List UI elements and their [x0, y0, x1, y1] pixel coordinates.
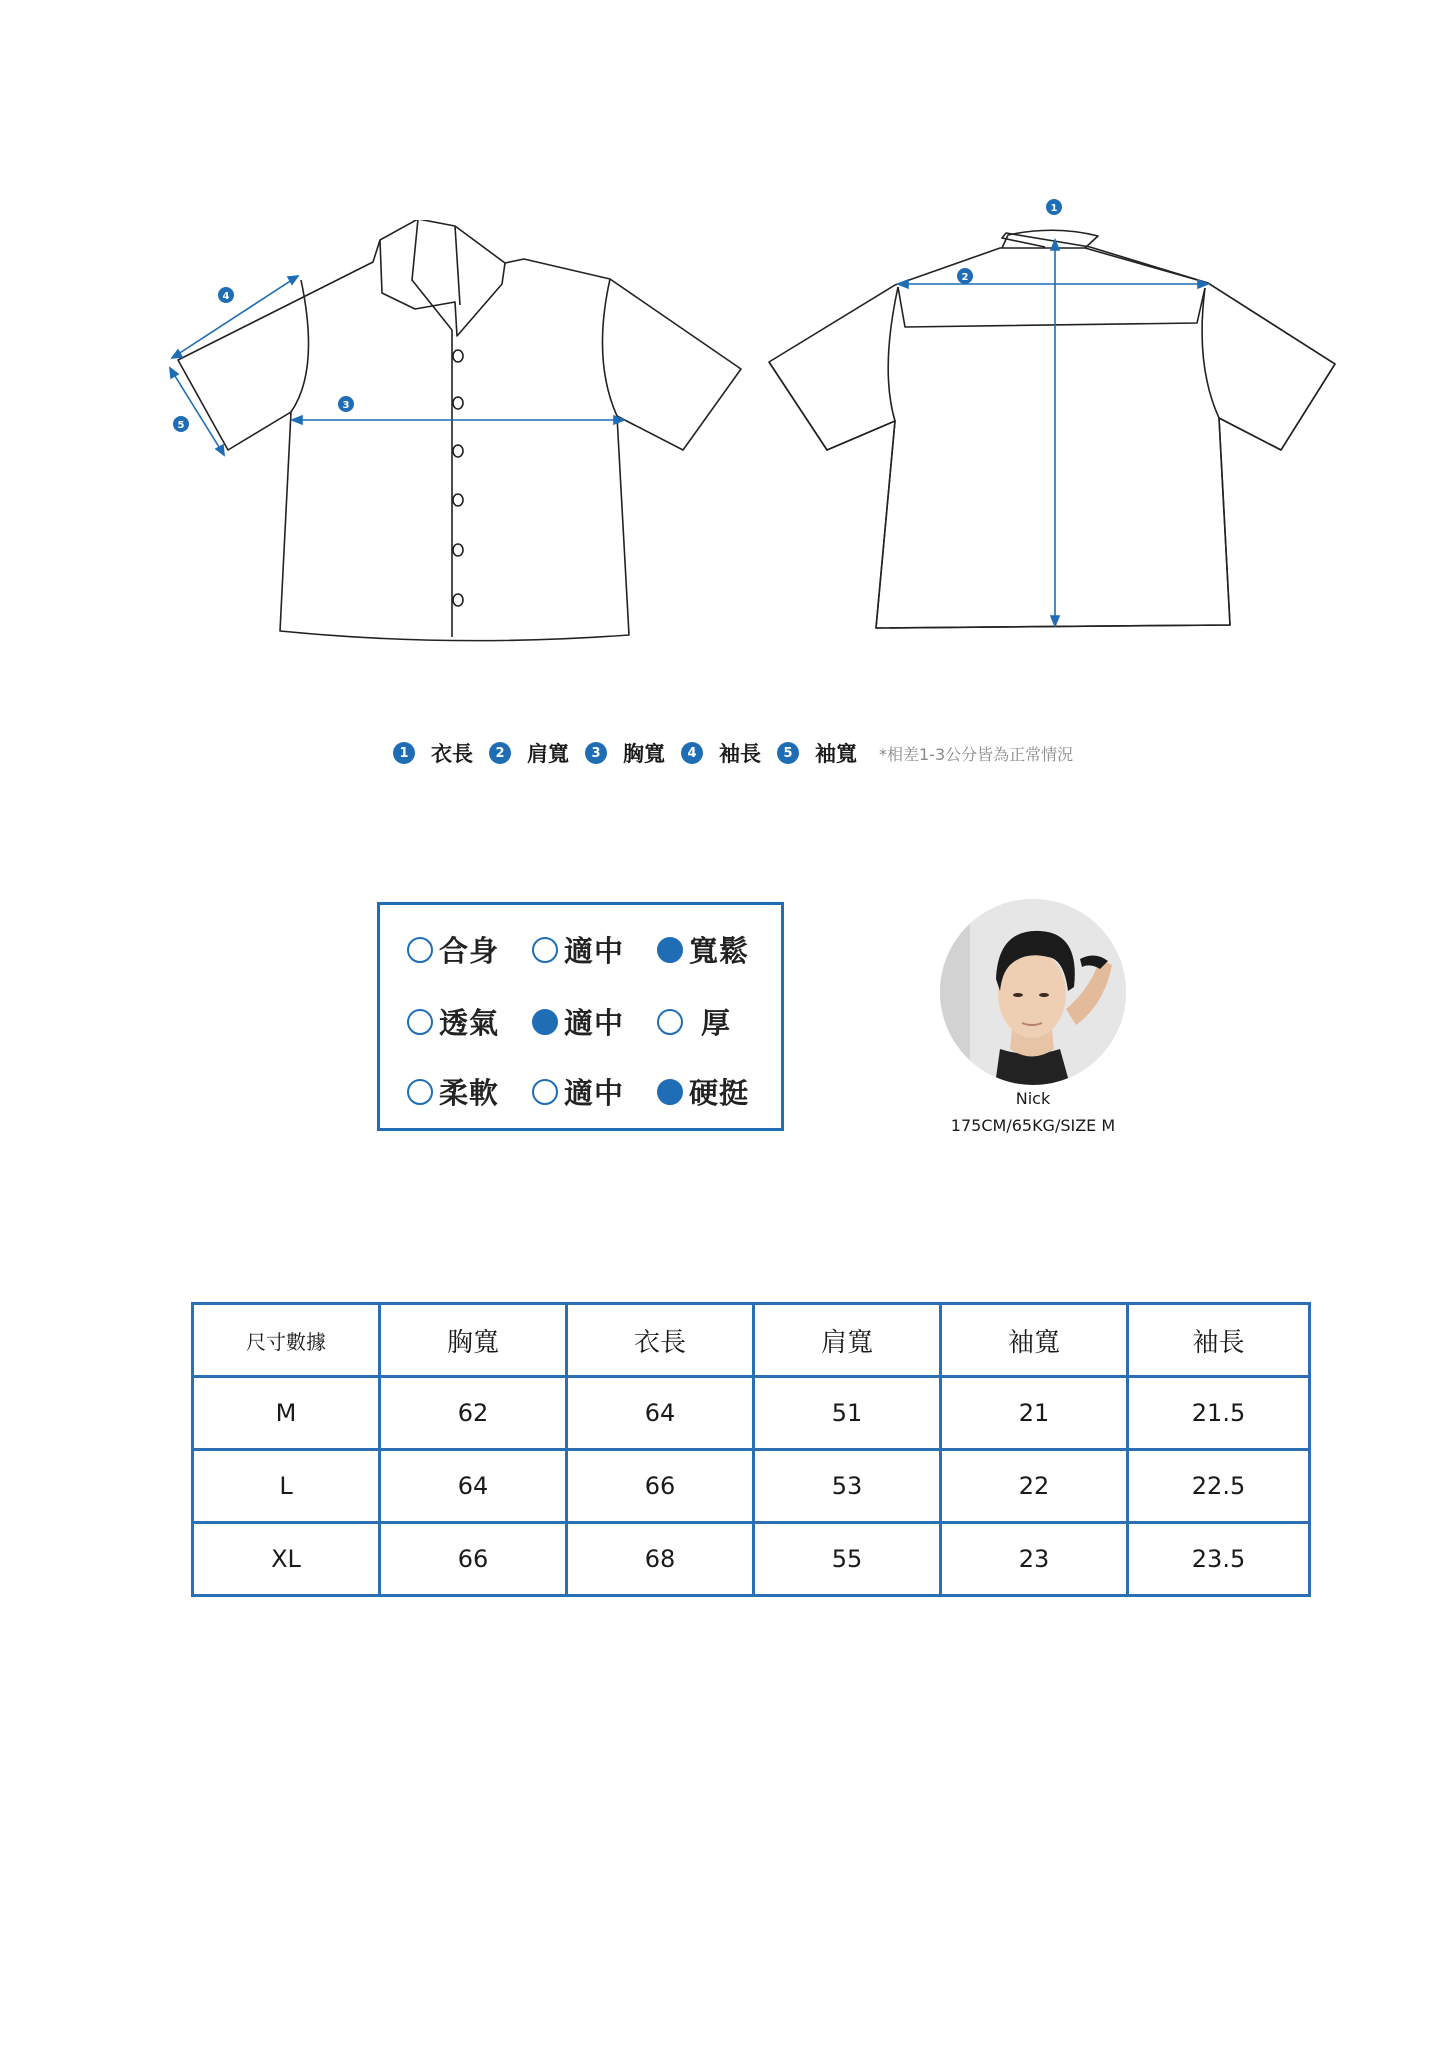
table-cell: 21.5 [1128, 1377, 1310, 1450]
empty-circle-icon [407, 1079, 433, 1105]
table-header-row [193, 1304, 1310, 1377]
table-header-cell: 肩寬 [754, 1304, 941, 1377]
legend-label: 衣長 [431, 742, 473, 766]
table-cell: 51 [754, 1377, 941, 1450]
legend-item [681, 738, 761, 768]
fit-option [407, 1071, 532, 1112]
table-cell: 21 [941, 1377, 1128, 1450]
number-badge-icon: 5 [777, 742, 799, 764]
svg-text:5: 5 [177, 420, 185, 431]
fit-row [407, 1071, 782, 1112]
legend-item [777, 738, 857, 768]
filled-circle-icon [657, 1079, 683, 1105]
fit-option [407, 1001, 532, 1042]
empty-circle-icon [532, 937, 558, 963]
empty-circle-icon [532, 1079, 558, 1105]
legend-label: 袖長 [719, 742, 761, 766]
svg-text:1: 1 [1050, 203, 1058, 214]
table-header-cell: 袖長 [1128, 1304, 1310, 1377]
model-info: 175CM/65KG/SIZE M [950, 1116, 1116, 1135]
shirt-front-diagram [160, 220, 760, 660]
svg-text:3: 3 [342, 400, 350, 411]
number-badge-icon: 3 [585, 742, 607, 764]
legend-item [585, 738, 665, 768]
model-name: Nick [1015, 1089, 1051, 1108]
fit-option [532, 929, 657, 970]
table-header-cell: 衣長 [567, 1304, 754, 1377]
table-cell: XL [193, 1523, 380, 1596]
fit-indicator-box [377, 902, 784, 1131]
fit-option [657, 929, 782, 970]
number-badge-icon: 4 [681, 742, 703, 764]
legend-item [393, 738, 473, 768]
svg-text:4: 4 [222, 291, 230, 302]
number-badge-icon: 2 [489, 742, 511, 764]
tolerance-note: *相差1-3公分皆為正常情況 [879, 744, 1074, 764]
table-row [193, 1450, 1310, 1523]
fit-option [657, 1001, 782, 1042]
table-cell: 23.5 [1128, 1523, 1310, 1596]
fit-label: 適中 [564, 934, 625, 968]
fit-label: 硬挺 [689, 1076, 750, 1110]
shirt-back-diagram [760, 190, 1340, 660]
fit-option [657, 1071, 782, 1112]
table-header-cell: 袖寬 [941, 1304, 1128, 1377]
empty-circle-icon [407, 937, 433, 963]
table-cell: 68 [567, 1523, 754, 1596]
fit-option [532, 1071, 657, 1112]
svg-text:2: 2 [961, 272, 969, 283]
table-cell: 53 [754, 1450, 941, 1523]
table-cell: 22.5 [1128, 1450, 1310, 1523]
table-cell: 62 [380, 1377, 567, 1450]
fit-label: 合身 [439, 934, 500, 968]
table-cell: 64 [567, 1377, 754, 1450]
fit-label: 適中 [564, 1006, 625, 1040]
table-header-cell: 胸寬 [380, 1304, 567, 1377]
table-cell: M [193, 1377, 380, 1450]
table-cell: 66 [567, 1450, 754, 1523]
legend-item [489, 738, 569, 768]
fit-label: 寬鬆 [689, 934, 750, 968]
table-cell: 55 [754, 1523, 941, 1596]
size-table [191, 1302, 1311, 1597]
table-cell: 66 [380, 1523, 567, 1596]
filled-circle-icon [657, 937, 683, 963]
legend-label: 袖寬 [815, 742, 857, 766]
fit-option [532, 1001, 657, 1042]
table-row [193, 1523, 1310, 1596]
table-header-cell: 尺寸數據 [193, 1304, 380, 1377]
table-row [193, 1377, 1310, 1450]
number-badge-icon: 1 [393, 742, 415, 764]
measurement-legend [393, 737, 1073, 769]
filled-circle-icon [532, 1009, 558, 1035]
table-cell: L [193, 1450, 380, 1523]
legend-label: 胸寬 [623, 742, 665, 766]
fit-row [407, 1001, 782, 1042]
empty-circle-icon [657, 1009, 683, 1035]
table-cell: 64 [380, 1450, 567, 1523]
model-photo [940, 899, 1126, 1085]
fit-label: 透氣 [439, 1006, 500, 1040]
fit-option [407, 929, 532, 970]
table-cell: 23 [941, 1523, 1128, 1596]
legend-label: 肩寬 [527, 742, 569, 766]
empty-circle-icon [407, 1009, 433, 1035]
fit-row [407, 929, 782, 970]
fit-label: 柔軟 [439, 1076, 500, 1110]
table-cell: 22 [941, 1450, 1128, 1523]
fit-label: 適中 [564, 1076, 625, 1110]
fit-label: 厚 [701, 1006, 732, 1040]
